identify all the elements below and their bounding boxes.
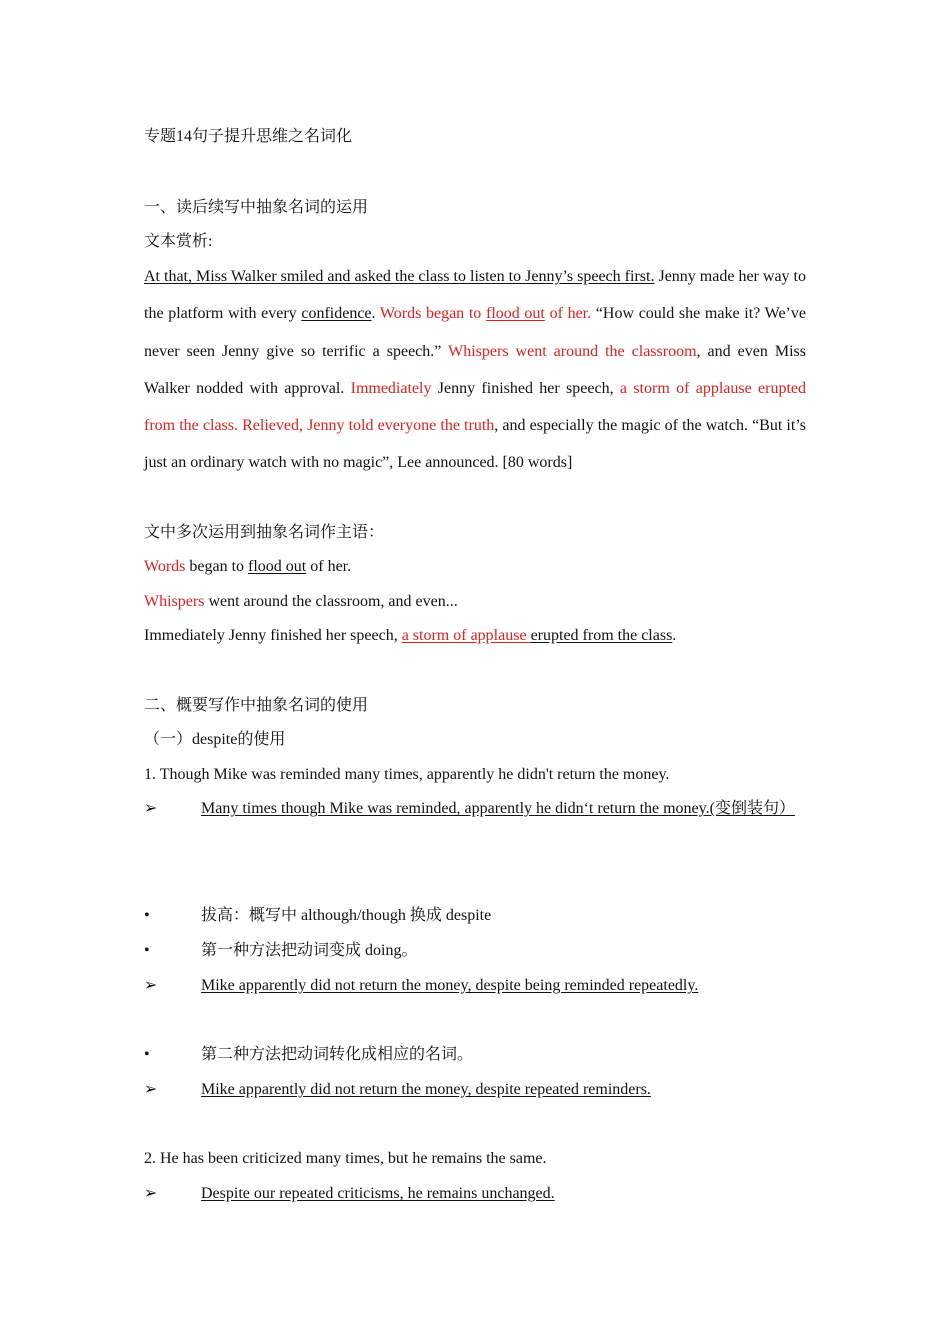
ex1-words: Words [144, 558, 186, 575]
passage-storm: a storm of applause erupted from the class. Relieved, Jenny told everyone the truth [144, 379, 807, 435]
section2-sub1: （一）despite的使用 [144, 731, 286, 748]
passage-confidence: confidence [301, 305, 372, 323]
passage-words: Words began to [379, 305, 486, 323]
passage-paragraph [144, 258, 806, 482]
section1-heading: 一、读后续写中抽象名词的运用 [144, 199, 369, 216]
section2-heading: 二、概要写作中抽象名词的使用 [144, 697, 369, 714]
ex3-erupted: erupted from the class [530, 627, 673, 644]
ex3-storm: a storm of applause [401, 627, 531, 644]
example-1 [144, 557, 806, 577]
bullet-dot-icon: • [144, 1046, 150, 1063]
tip-despite: 拔高：概写中 although/though 换成 despite [201, 907, 492, 924]
passage-s10: , and especially the magic of the watch. “But it’s just an ordinary watch with no magic”, Lee announced. [80 words] [144, 417, 806, 472]
tip-method-2: 第二种方法把动词转化成相应的名词。 [201, 1046, 474, 1063]
question-1: 1. Though Mike was reminded many times, apparently he didn't return the money. [144, 766, 670, 783]
passage-s1: At that, Miss Walker smiled and asked the class to listen to Jenny’s speech first. [144, 268, 655, 285]
arrow-icon: ➢ [144, 977, 158, 994]
passage-of-her: of her. [544, 305, 592, 323]
passage-s2c: . [371, 305, 380, 323]
bullet-dot-icon: • [144, 942, 150, 959]
passage-s4: “How could she make it? We’ve never seen Jenny give so terrific a speech.” [144, 305, 806, 360]
passage-s2a: Jenny made her way to the platform with every [144, 268, 807, 323]
passage-whispers: Whispers went around the classroom [448, 342, 697, 360]
q1-answer-noun: Mike apparently did not return the money, despite repeated reminders. [201, 1081, 651, 1098]
q1-answer-text: Many times though Mike was reminded, apparently he didn‘t return the money.(变倒装句） [201, 800, 795, 817]
q2-answer: Despite our repeated criticisms, he remains unchanged. [201, 1185, 555, 1202]
ex1-text: began to [185, 558, 249, 575]
q1-answer-doing: Mike apparently did not return the money, despite being reminded repeatedly. [201, 977, 699, 994]
passage-immediately: Immediately [350, 379, 432, 397]
arrow-icon: ➢ [144, 800, 158, 817]
text-analysis-label: 文本赏析: [144, 233, 213, 250]
ex1-flood-out: flood out [248, 558, 307, 575]
page-title: 专题14句子提升思维之名词化 [144, 128, 353, 145]
arrow-icon: ➢ [144, 1081, 158, 1098]
ex3-end: . [672, 627, 677, 644]
ex3-text: Immediately Jenny finished her speech, [144, 627, 402, 644]
question-2: 2. He has been criticized many times, but he remains the same. [144, 1150, 547, 1167]
ex2-whispers: Whispers [144, 593, 205, 610]
example-2 [144, 592, 806, 612]
ex2-text: went around the classroom, and even... [204, 593, 458, 610]
arrow-icon: ➢ [144, 1185, 158, 1202]
bullet-dot-icon: • [144, 907, 150, 924]
q1-answer-inversion [144, 790, 806, 827]
passage-s8: Jenny finished her speech, [431, 379, 620, 397]
tip-method-1: 第一种方法把动词变成 doing。 [201, 942, 418, 959]
ex1-end: of her. [306, 558, 352, 575]
subject-heading: 文中多次运用到抽象名词作主语： [144, 524, 385, 541]
passage-s6: , and even Miss Walker nodded with approval. [144, 342, 806, 397]
example-3 [144, 626, 806, 646]
passage-flood-out: flood out [485, 305, 545, 323]
